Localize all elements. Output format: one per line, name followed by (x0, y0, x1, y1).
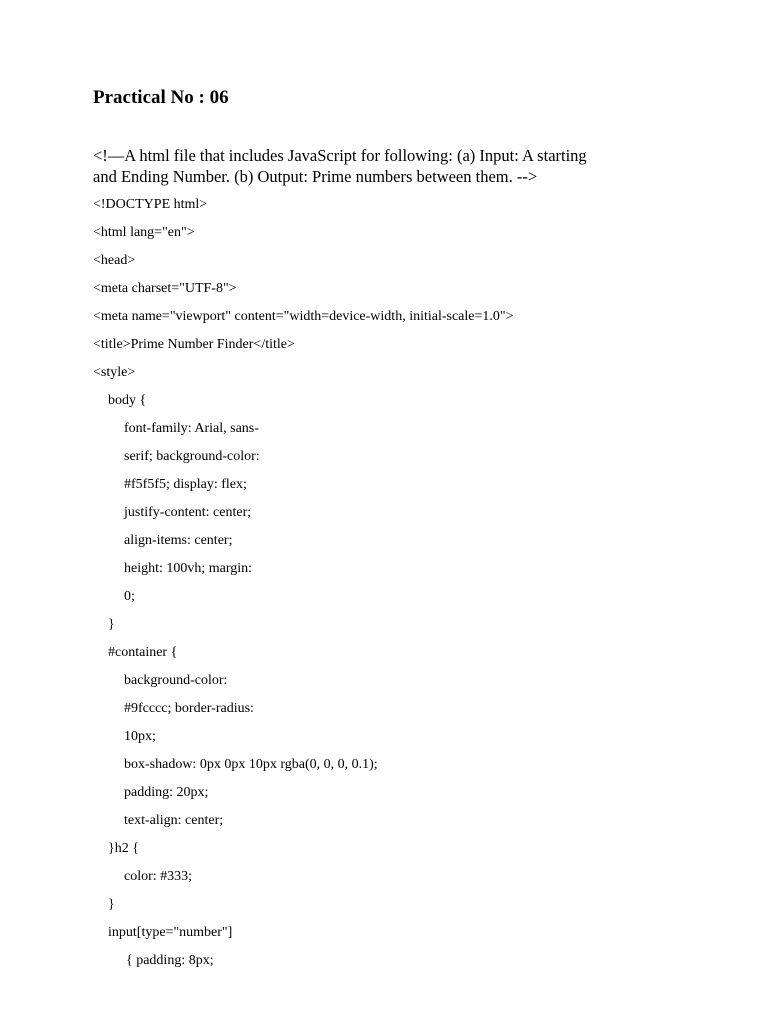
code-line: <html lang="en"> (93, 225, 195, 240)
code-line: #9fcccc; border-radius: (124, 701, 254, 716)
code-line: serif; background-color: (124, 449, 260, 464)
code-line: #container { (108, 645, 178, 660)
code-line: <style> (93, 365, 136, 380)
code-line: <!DOCTYPE html> (93, 197, 208, 212)
code-line: <meta name="viewport" content="width=device-width, initial-scale=1.0"> (93, 309, 514, 324)
code-listing (93, 196, 514, 980)
code-line: 0; (124, 589, 135, 604)
code-line: color: #333; (124, 869, 193, 884)
code-line: { padding: 8px; (126, 953, 214, 968)
code-line: box-shadow: 0px 0px 10px rgba(0, 0, 0, 0.1); (124, 757, 378, 772)
code-line: height: 100vh; margin: (124, 561, 253, 576)
code-line: body { (108, 393, 147, 408)
code-line: text-align: center; (124, 813, 224, 828)
code-line: } (108, 617, 115, 632)
code-line: <title>Prime Number Finder</title> (93, 337, 295, 352)
code-line: #f5f5f5; display: flex; (124, 477, 247, 492)
code-line: 10px; (124, 729, 156, 744)
code-line: } (108, 897, 115, 912)
code-line: }h2 { (108, 841, 139, 856)
html-comment-block (93, 145, 693, 187)
comment-line: <!—A html file that includes JavaScript for following: (a) Input: A starting (93, 146, 587, 165)
code-line: align-items: center; (124, 533, 233, 548)
code-line: input[type="number"] (108, 925, 233, 940)
code-line: <head> (93, 253, 136, 268)
code-line: padding: 20px; (124, 785, 209, 800)
page-title: Practical No : 06 (93, 87, 229, 108)
code-line: justify-content: center; (124, 505, 252, 520)
code-line: font-family: Arial, sans- (124, 421, 259, 436)
code-line: <meta charset="UTF-8"> (93, 281, 237, 296)
code-line: background-color: (124, 673, 228, 688)
comment-line: and Ending Number. (b) Output: Prime numbers between them. --> (93, 167, 538, 186)
